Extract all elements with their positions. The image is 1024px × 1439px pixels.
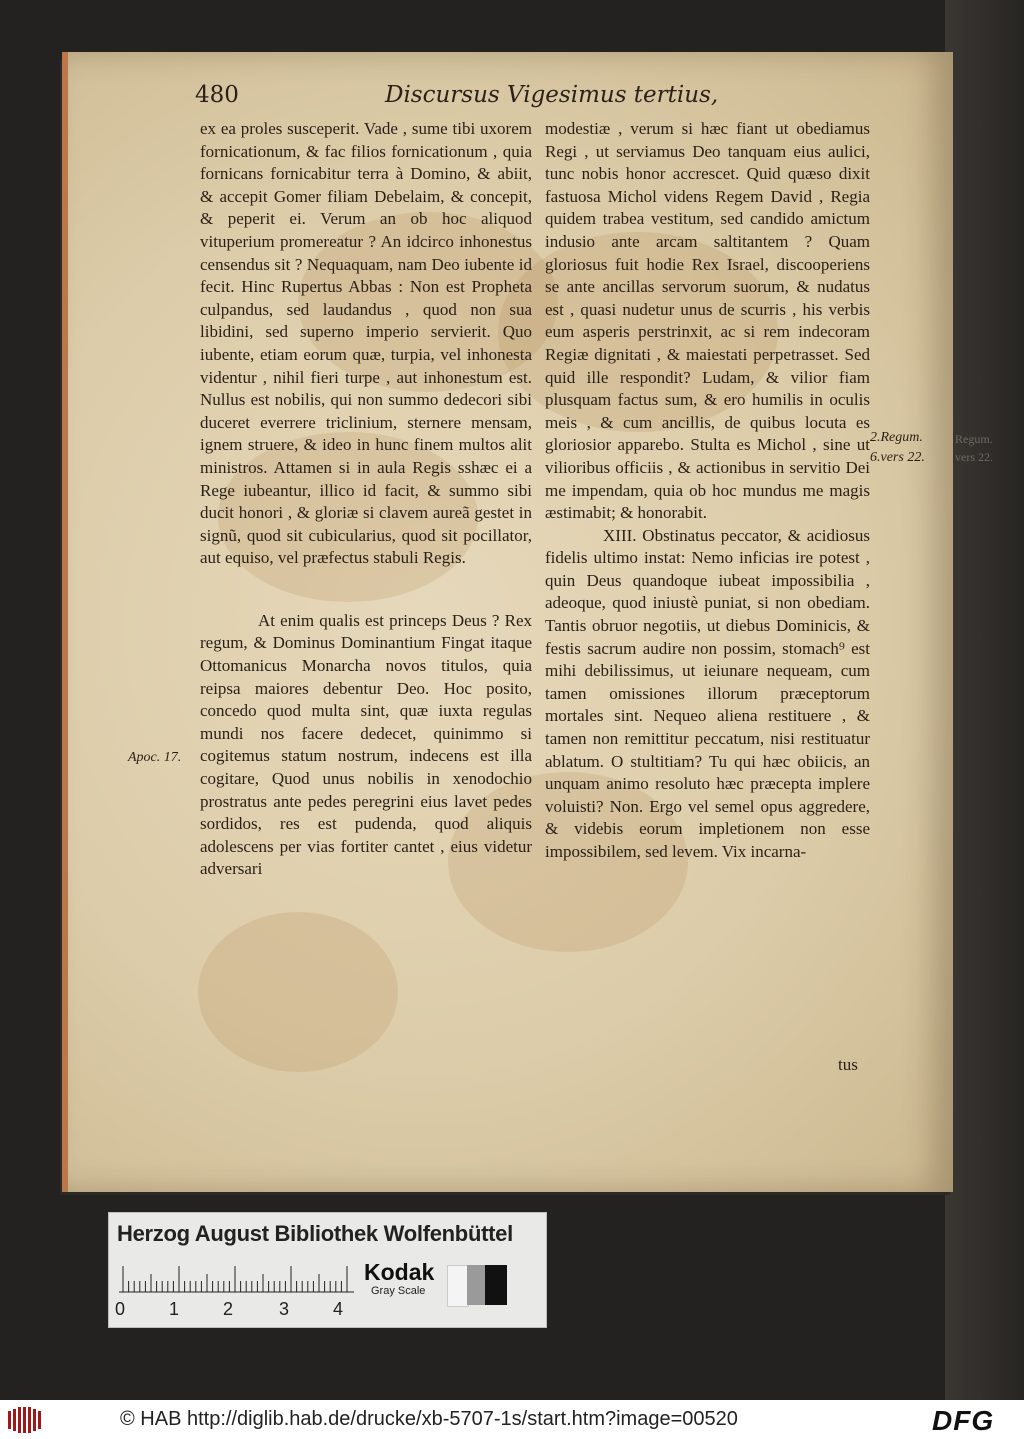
right-text-column	[545, 118, 870, 864]
running-head	[195, 82, 895, 108]
running-title: Discursus Vigesimus tertius,	[385, 82, 719, 108]
footer-bar	[0, 1400, 1024, 1439]
bleed-through-text	[955, 430, 993, 466]
ruler-number: 1	[169, 1299, 180, 1319]
ruler-number: 2	[223, 1299, 234, 1319]
margin-note-line: 6.vers 22.	[870, 450, 925, 465]
dfg-logo: DFG	[932, 1405, 995, 1436]
bleed-through-line-2: vers 22.	[955, 450, 993, 464]
bleed-through-line-1: Regum.	[955, 432, 993, 446]
library-color-card	[108, 1212, 547, 1328]
gray-patch-white	[447, 1265, 469, 1307]
ruler-number: 4	[333, 1299, 344, 1319]
margin-note-right	[870, 428, 925, 468]
page-number: 480	[195, 82, 239, 108]
margin-note-left: Apoc. 17.	[128, 750, 182, 765]
hab-logo-icon	[8, 1407, 42, 1433]
foxing-stain	[198, 912, 398, 1072]
paragraph: modestiæ , verum si hæc fiant ut obediamus Regi , ut serviamus Deo tanquam eius aulici, tunc nobis honor accrescet. Quid quæso dixit fastuosa Michol videns Regem David , Regia quidem trabea vestitum, sed candido amictum indusio ante arcam saltitantem ? Quam gloriosus fuit hodie Rex Israel, discooperiens se ante ancillas servorum suorum, & nudatus est , quasi nudetur unus de scurris , his verbis eum asperis perstrinxit, ac si rem indecoram Regiæ dignitati , & maiestati perpetrasset. Sed quid ille respondit? Ludam, & vilior fiam plusquam factus sum, & ero humilis in oculis meis , & cum ancillis, de quibus locuta es gloriosior apparebo. Stulta es Michol , sine ut vilioribus officiis , & actionibus in servitio Dei me impendam, quia ob hoc mundus me magis æstimabit; & honorabit.	[545, 119, 870, 523]
left-text-column	[200, 118, 532, 881]
next-page-edge	[945, 0, 1024, 1400]
gray-scale-label: Gray Scale	[371, 1285, 426, 1297]
ruler-number: 0	[115, 1299, 126, 1319]
kodak-logo: Kodak	[364, 1259, 435, 1285]
paragraph: At enim qualis est princeps Deus ? Rex regum, & Dominus Dominantium Fingat itaque Ottomanicus Monarcha novos titulos, quia reipsa maiores debentur Deo. Hoc posito, concedo quod multa sint, quæ iuxta regulas mundi nos facere dedecet, quinimmo si cogitemus statum nostrum, indecens est illa cogitare, Quod unus nobilis in xenodochio prostratus ante pedes peregrini eius lavet pedes sordidos, res est pudenda, quod aliquis adolescens per vias fortiter cantet , eius videtur adversari	[200, 610, 532, 879]
catchword: tus	[838, 1055, 858, 1074]
margin-note-line: 2.Regum.	[870, 430, 923, 445]
scale-ruler	[119, 1265, 354, 1293]
gray-patch-black	[485, 1265, 507, 1305]
ruler-number: 3	[279, 1299, 290, 1319]
copyright-link[interactable]: © HAB http://diglib.hab.de/drucke/xb-5707-1s/start.htm?image=00520	[120, 1408, 738, 1430]
paragraph: ex ea proles susceperit. Vade , sume tibi uxorem fornicationum, & fac filios fornicationum , quia fornicans fornicabitur terra à Domino, & abiit, & accepit Gomer filiam Debelaim, & concepit, & peperit ei. Verum an ob hoc aliquod vituperium promereatur ? An idcirco inhonestus censendus sit ? Nequaquam, nam Deo iubente id fecit. Hinc Rupertus Abbas : Non est Propheta culpandus, sed laudandus , quod non sua libidini, sed superno imperio servierit. Quo iubente, etiam eorum quæ, turpia, vel inhonesta videntur , nihil fieri turpe , aut inhonestum est. Nullus est nobilis, qui non summo dedecori sibi duceret everrere triclinium, sternere mensam, ignem struere, & ideo in hunc finem multos alit ministros. Attamen si in aula Regis sshæc ei a Rege iubeantur, illico id facit, & summo sibi ducit honori , & gloriæ si clavem aureã gestet in signũ, quod sit cubicularius, quod sit pocillator, aut equiso, vel præfectus stabuli Regis.	[200, 119, 532, 568]
library-name: Herzog August Bibliothek Wolfenbüttel	[117, 1221, 513, 1246]
gray-patch-mid	[467, 1265, 485, 1305]
paragraph: XIII. Obstinatus peccator, & acidiosus fidelis ultimo instat: Nemo inficias ire potest , quin Deus quandoque iubeat impossibilia , adeoque, quod iniustè puniat, si non obediam. Tantis obruor negotiis, ut diebus Dominicis, & festis sacrum audire non possim, stomach⁹ est mihi debilissimus, ut ieiunare nequeam, cum tamen omissiones illorum præceptorum mortales sint. Nequeo aliena restituere , & tamen non remittitur peccatum, nisi restituatur ablatum. O stultitiam? Tu qui hæc obiicis, an unquam animo resoluto hæc præcepta implere voluisti? Non. Ergo vel semel opus aggredere, & videbis eorum impletionem non esse impossibilem, sed levem. Vix incarna-	[545, 525, 870, 861]
